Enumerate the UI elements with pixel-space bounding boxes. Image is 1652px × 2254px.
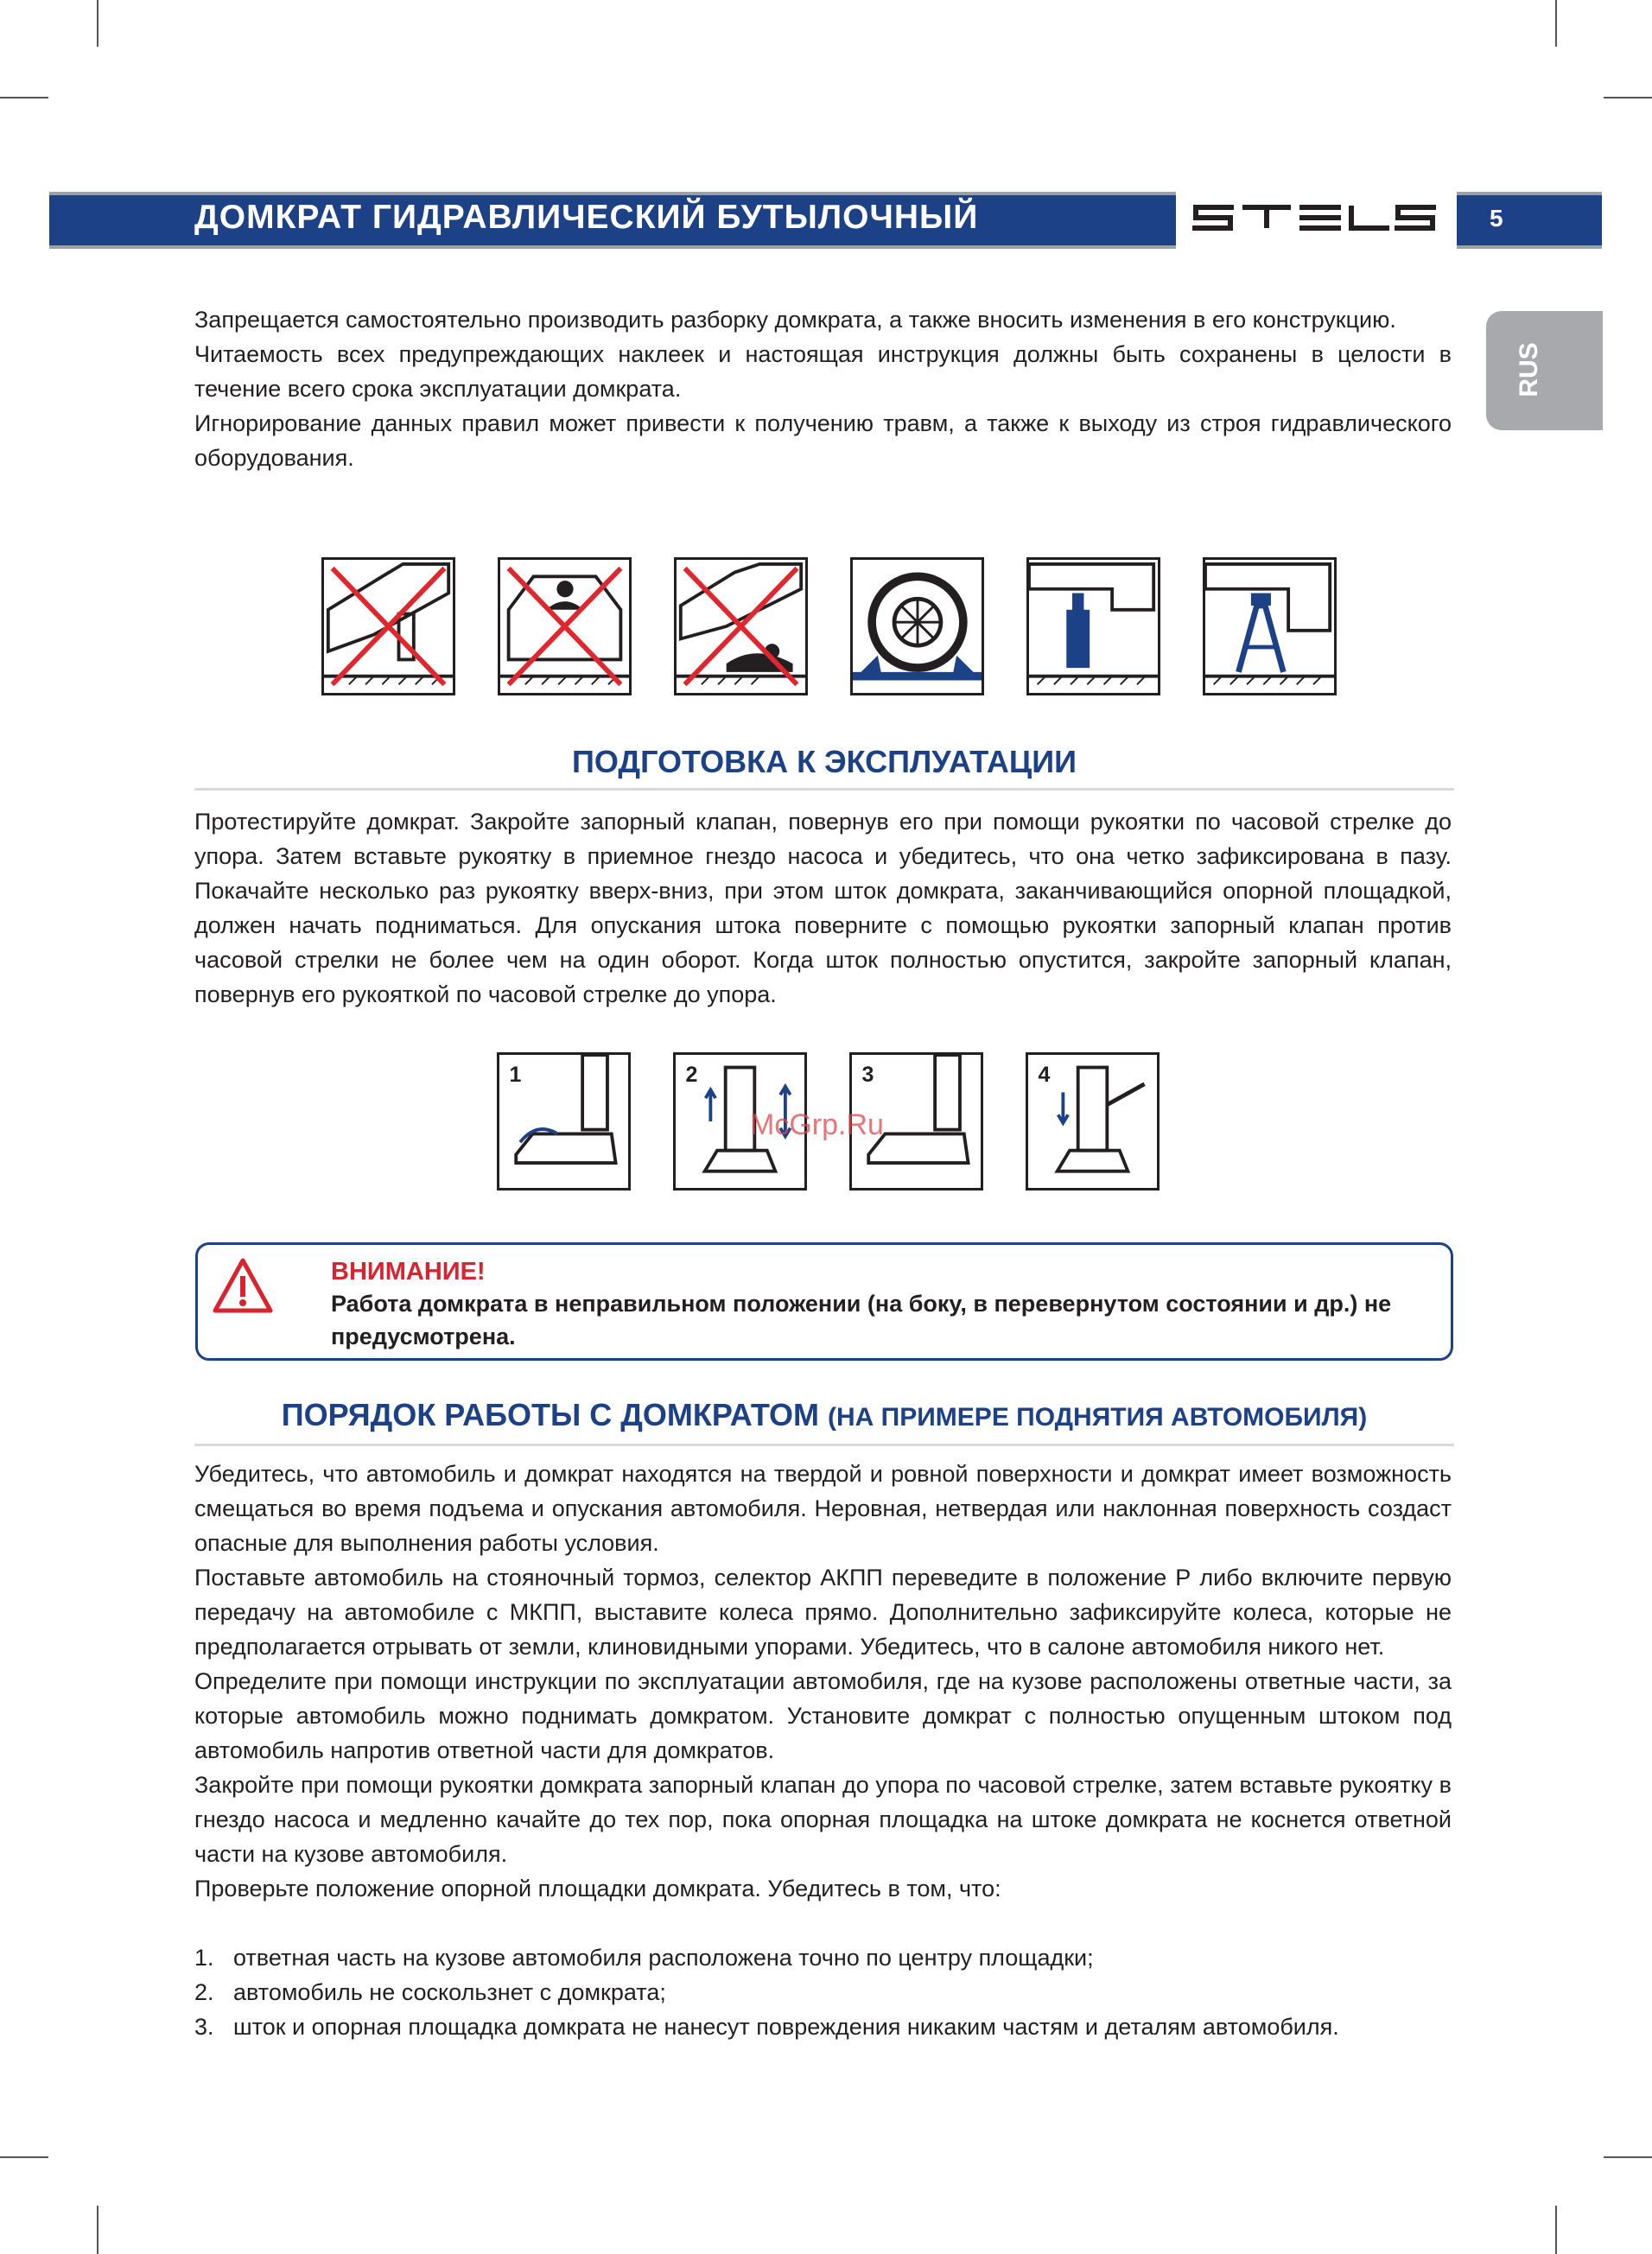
page-title: ДОМКРАТ ГИДРАВЛИЧЕСКИЙ БУТЫЛОЧНЫЙ [194,199,979,236]
car-on-stand-icon [1203,557,1337,695]
jack-under-car-crossed-icon [321,557,455,695]
wheel-chocks-icon [850,557,984,695]
warning-title: ВНИМАНИЕ! [331,1258,486,1286]
list-item-text: автомобиль не соскользнет с домкрата; [233,1979,666,2005]
intro-text [194,302,1452,475]
list-item-number: 2. [194,1979,214,2005]
crop-mark [1555,0,1557,47]
list-item-text: шток и опорная площадка домкрата не нанесут повреждения никаким частям и деталям автомобиля. [233,2014,1339,2040]
check-list [194,1940,1452,2044]
list-item-number: 3. [194,2014,214,2040]
operation-paragraph: Определите при помощи инструкции по эксплуатации автомобиля, где на кузове расположены ответные части, за которые автомобиль можно поднимать домкратом. Установите домкрат с полностью опущенным штоком под автомобиль напротив ответной части для домкратов. [194,1668,1452,1763]
warning-text: Работа домкрата в неправильном положении (на боку, в перевернутом состоянии и др.) не предусмотрена. [331,1291,1392,1349]
section-title-preparation: ПОДГОТОВКА К ЭКСПЛУАТАЦИИ [194,741,1454,790]
step-number: 1 [509,1062,522,1087]
preparation-text: Протестируйте домкрат. Закройте запорный клапан, повернув его при помощи рукоятки по часовой стрелке до упора. Затем вставьте рукоятку в приемное гнездо насоса и убедитесь, что она четко зафиксирована в пазу. Покачайте несколько раз рукоятку вверх-вниз, при этом шток домкрата, заканчивающийся опорной площадкой, должен начать подниматься. Для опускания штока поверните с помощью рукоятки запорный клапан против часовой стрелки не более чем на один оборот. Когда шток полностью опустится, закройте запорный клапан, повернув его рукояткой по часовой стрелке до упора. [194,809,1452,1007]
step-number: 2 [685,1062,698,1087]
crop-mark [97,2206,98,2254]
person-in-car-crossed-icon [498,557,632,695]
operation-paragraph: Убедитесь, что автомобиль и домкрат находятся на твердой и ровной поверхности и домкрат имеет возможность смещаться во время подъема и опускания автомобиля. Неровная, нетвердая или наклонная поверхность создаст опасные для выполнения работы условия. [194,1461,1452,1556]
section-title-main: ПОРЯДОК РАБОТЫ С ДОМКРАТОМ [281,1397,819,1432]
list-item [194,1975,1452,2010]
operation-text [194,1457,1452,1906]
intro-paragraph: Читаемость всех предупреждающих наклеек и настоящая инструкция должны быть сохранены в целости в течение всего срока эксплуатации домкрата. [194,341,1452,402]
section-title-operation [194,1394,1454,1446]
crop-mark [1604,2156,1652,2158]
list-item-number: 1. [194,1945,214,1971]
list-item-text: ответная часть на кузове автомобиля расположена точно по центру площадки; [233,1945,1094,1971]
language-tab-label: RUS [1515,342,1543,397]
operation-paragraph: Закройте при помощи рукоятки домкрата запорный клапан до упора по часовой стрелке, затем вставьте рукоятку в гнездо насоса и медленно качайте до тех пор, пока опорная площадка на штоке домкрата не коснется ответной части на кузове автомобиля. [194,1772,1452,1867]
operation-paragraph: Поставьте автомобиль на стояночный тормоз, селектор АКПП переведите в положение Р либо включите первую передачу на автомобиле с МКПП, выставите колеса прямо. Дополнительно зафиксируйте колеса, которые не предполагается отрывать от земли, клиновидными упорами. Убедитесь, что в салоне автомобиля никого нет. [194,1565,1452,1660]
crop-mark [1604,97,1652,98]
crop-mark [0,2156,48,2158]
intro-paragraph: Игнорирование данных правил может привести к получению травм, а также к выходу из строя гидравлического оборудования. [194,410,1452,471]
watermark: McGrp.Ru [750,1108,884,1141]
operation-paragraph: Проверьте положение опорной площадки домкрата. Убедитесь в том, что: [194,1876,1001,1902]
step-1-illustration [497,1052,631,1190]
step-4-illustration [1026,1052,1160,1190]
crop-mark [0,97,48,98]
person-under-car-crossed-icon [674,557,808,695]
section-title-sub: (НА ПРИМЕРЕ ПОДНЯТИЯ АВТОМОБИЛЯ) [828,1403,1368,1432]
crop-mark [1555,2206,1557,2254]
warning-triangle-icon [212,1257,274,1314]
brand-logo [1189,194,1441,242]
step-number: 3 [861,1062,874,1087]
page-number-bar [1457,192,1602,249]
intro-paragraph: Запрещается самостоятельно производить разборку домкрата, а также вносить изменения в его конструкцию. [194,307,1396,333]
page-number: 5 [1490,205,1503,232]
crop-mark [97,0,98,47]
list-item [194,1940,1452,1975]
list-item [194,2010,1452,2044]
step-number: 4 [1038,1062,1051,1087]
car-on-jack-icon [1026,557,1160,695]
